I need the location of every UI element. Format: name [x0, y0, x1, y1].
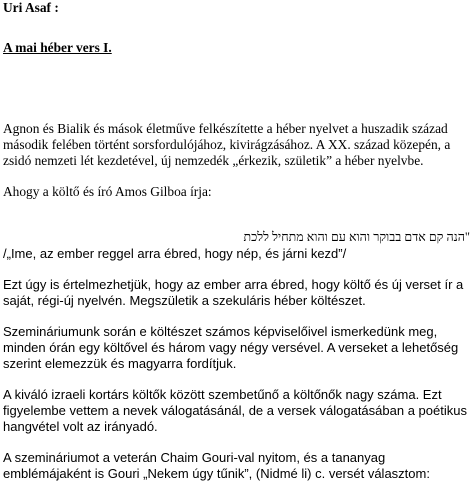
- paragraph-poets: A kiváló izraeli kortárs költők között szembetűnő a költőnők nagy száma. Ezt figyelembe vettem a nevek válogatásánál, de a versek válogatásában a poétikus hangvétel volt az irányadó.: [3, 387, 467, 434]
- paragraph-gouri: A szemináriumot a veterán Chaim Gouri-val nyitom, és a tananyag emblémájaként is Gouri „Nekem úgy tűnik”, (Nidmé li) c. versét választom:: [3, 450, 430, 481]
- paragraph-intro: Agnon és Bialik és mások életműve felkészítette a héber nyelvet a huszadik század második felében történt sorsfordulójához, kivirágzásához. A XX. század közepén, a zsidó nemzeti lét kezdetével, új nemzedék „érkezik, születik” a héber nyelvbe.: [3, 121, 451, 168]
- paragraph-quote-intro: Ahogy a költő és író Amos Gilboa írja:: [3, 184, 212, 199]
- paragraph-interpretation: Ezt úgy is értelmezhetjük, hogy az ember arra ébred, hogy költő és új verset ír a saját, régi-új nyelvén. Megszületik a szekuláris héber költészet.: [3, 277, 464, 308]
- hebrew-quote: "הנה קם אדם בבוקר והוא עם והוא מתחיל ללכת: [243, 229, 470, 244]
- document-title: A mai héber vers I.: [3, 40, 112, 55]
- paragraph-seminar: Szemináriumunk során e költészet számos képviselőivel ismerkedünk meg, minden órán egy költővel és három vagy négy versével. A verseket a lehetőség szerint elemezzük és magyarra fordítjuk.: [3, 324, 459, 371]
- quote-translation: /„Ime, az ember reggel arra ébred, hogy nép, és járni kezd”/: [3, 246, 347, 261]
- author-heading: Uri Asaf :: [3, 0, 59, 15]
